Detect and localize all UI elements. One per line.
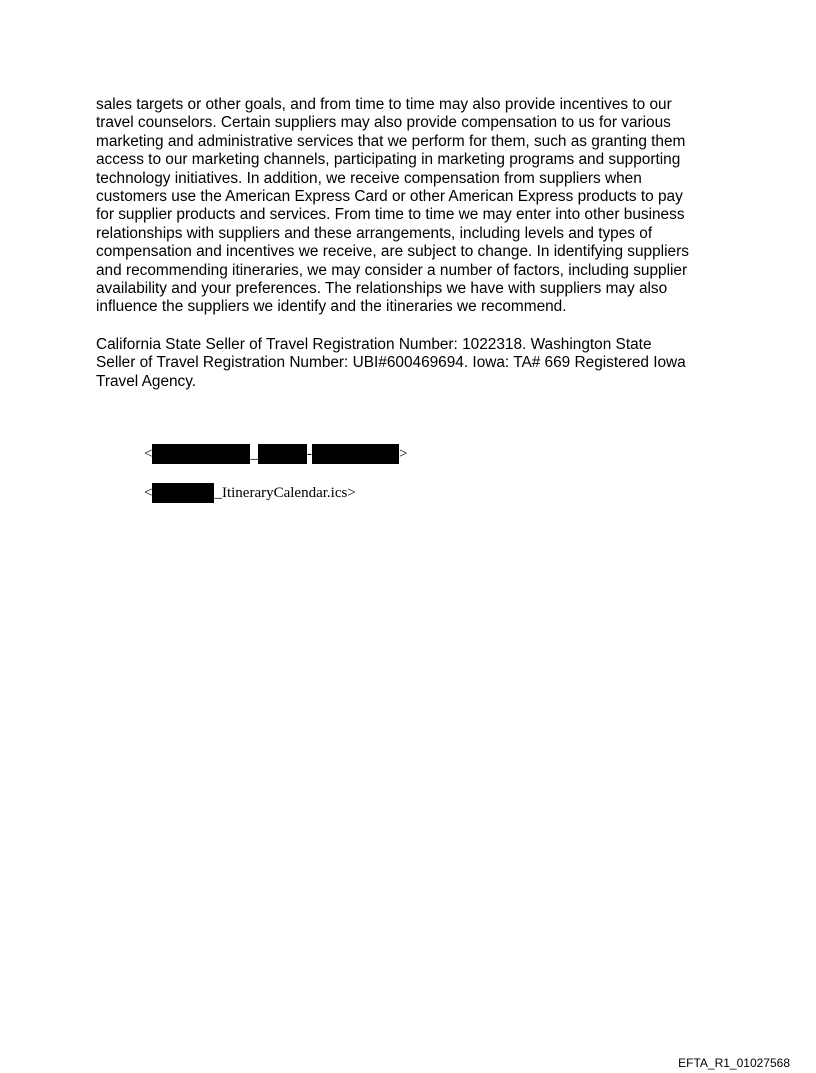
registration-line: California State Seller of Travel Registration Number: 1022318. Washington State [96,336,652,353]
attachment-close-bracket: > [398,446,408,462]
disclosure-line: marketing and administrative services that we perform for them, such as granting them [96,132,686,150]
disclosure-line: access to our marketing channels, participating in marketing programs and supporting [96,151,681,169]
registration-paragraph [96,336,736,391]
attachment-separator: - [306,446,312,462]
attachment-open-bracket: < [144,446,153,462]
attachment-open-bracket: < [144,485,153,501]
disclosure-line: and recommending itineraries, we may consider a number of factors, including supplier [96,261,688,279]
redaction-block [258,444,307,464]
disclosure-line: availability and your preferences. The relationships we have with suppliers may also [96,280,668,298]
disclosure-line: for supplier products and services. From time to time we may enter into other business [96,206,685,224]
attachment-filename: _ItineraryCalendar.ics> [214,485,356,501]
registration-line: Travel Agency. [96,372,197,390]
disclosure-line: relationships with suppliers and these arrangements, including levels and types of [96,224,653,242]
registration-line: Seller of Travel Registration Number: UBI#600469694. Iowa: TA# 669 Registered Iowa [96,354,686,372]
disclosure-line: technology initiatives. In addition, we receive compensation from suppliers when [96,169,642,187]
disclosure-line: travel counselors. Certain suppliers may also provide compensation to us for various [96,114,671,132]
attachment-link-itinerary-calendar[interactable] [144,483,356,503]
disclosure-line: compensation and incentives we receive, are subject to change. In identifying suppliers [96,243,689,261]
redaction-block [152,483,214,503]
disclosure-line: customers use the American Express Card or other American Express products to pay [96,188,683,206]
disclosure-paragraph [96,96,736,317]
redaction-block [152,444,250,464]
attachment-link-redacted[interactable] [144,444,407,464]
disclosure-line: influence the suppliers we identify and the itineraries we recommend. [96,298,567,316]
redaction-block [312,444,399,464]
disclosure-line: sales targets or other goals, and from time to time may also provide incentives to our [96,96,672,113]
document-id: EFTA_R1_01027568 [678,1056,790,1070]
attachment-separator: _ [250,446,258,462]
